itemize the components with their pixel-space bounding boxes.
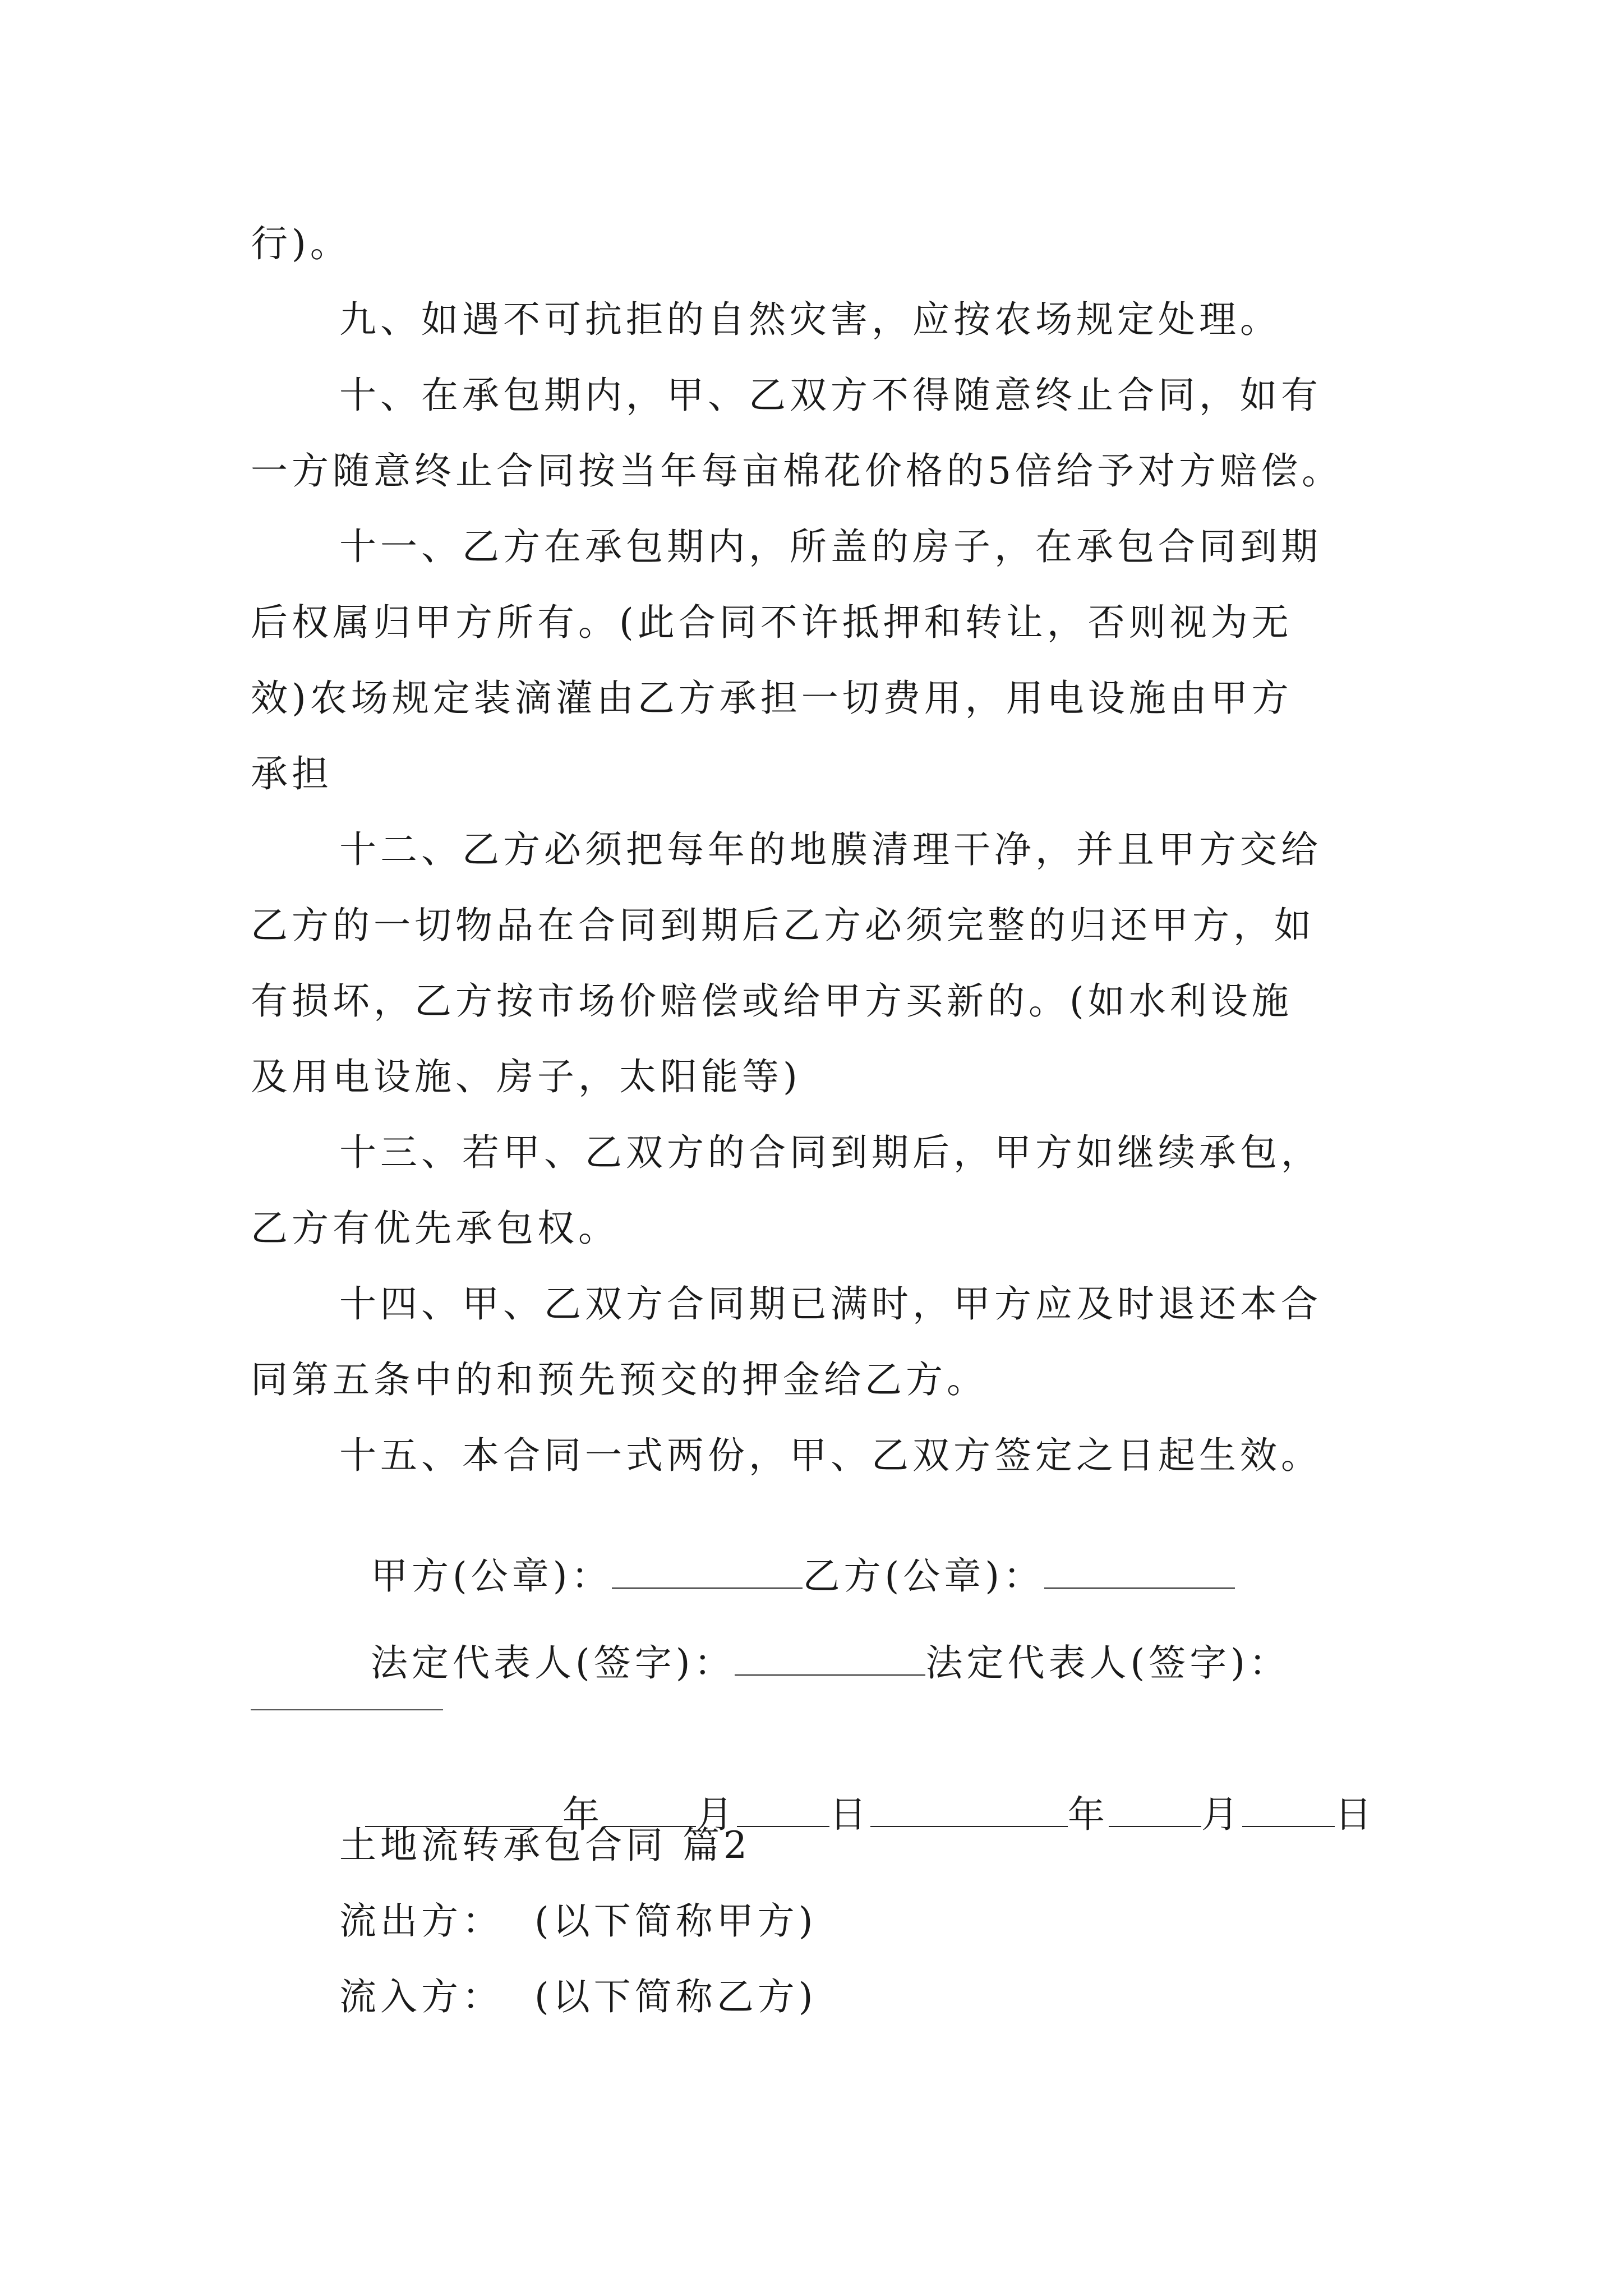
month-b-label: 月 bbox=[1201, 1793, 1242, 1836]
clause-11: 十一、乙方在承包期内，所盖的房子，在承包合同到期 bbox=[339, 525, 1322, 568]
year-a-label: 年 bbox=[562, 1793, 603, 1836]
outflow-party: 流出方： (以下简称甲方) bbox=[339, 1899, 817, 1943]
rep-a-blank bbox=[735, 1642, 925, 1676]
party-a-seal-blank bbox=[612, 1555, 803, 1589]
text-line: 后权属归甲方所有。(此合同不许抵押和转让，否则视为无 bbox=[251, 601, 1293, 644]
month-a-label: 月 bbox=[695, 1793, 737, 1836]
section-2-title: 土地流转承包合同 篇2 bbox=[339, 1824, 751, 1867]
text-line: 乙方的一切物品在合同到期后乙方必须完整的归还甲方，如 bbox=[251, 904, 1315, 947]
rep-a-label: 法定代表人(签字)： bbox=[370, 1641, 735, 1685]
clause-14: 十四、甲、乙双方合同期已满时，甲方应及时退还本合 bbox=[339, 1282, 1322, 1326]
day-b-blank bbox=[1242, 1793, 1335, 1827]
clause-13: 十三、若甲、乙双方的合同到期后，甲方如继续承包， bbox=[339, 1131, 1322, 1174]
text-line: 乙方有优先承包权。 bbox=[251, 1207, 619, 1250]
inflow-party: 流入方： (以下简称乙方) bbox=[339, 1975, 817, 2018]
rep-b-label: 法定代表人(签字)： bbox=[925, 1641, 1290, 1685]
party-a-seal-label: 甲方(公章)： bbox=[370, 1554, 612, 1598]
clause-10: 十、在承包期内，甲、乙双方不得随意终止合同，如有 bbox=[339, 374, 1322, 417]
day-a-label: 日 bbox=[829, 1793, 870, 1836]
party-b-seal-blank bbox=[1044, 1555, 1235, 1589]
text-line: 行)。 bbox=[251, 222, 351, 265]
rep-b-blank bbox=[251, 1709, 443, 1710]
day-b-label: 日 bbox=[1334, 1793, 1376, 1836]
year-a-blank bbox=[365, 1793, 562, 1827]
party-b-seal-label: 乙方(公章)： bbox=[803, 1554, 1044, 1598]
clause-15: 十五、本合同一式两份，甲、乙双方签定之日起生效。 bbox=[339, 1434, 1322, 1477]
seal-line bbox=[339, 1509, 1235, 1599]
year-b-label: 年 bbox=[1067, 1793, 1109, 1836]
text-line: 效)农场规定装滴灌由乙方承担一切费用，用电设施由甲方 bbox=[251, 677, 1293, 720]
month-b-blank bbox=[1109, 1793, 1201, 1827]
day-a-blank bbox=[737, 1793, 829, 1827]
text-line: 一方随意终止合同按当年每亩棉花价格的5倍给予对方赔偿。 bbox=[251, 449, 1343, 493]
clause-9: 九、如遇不可抗拒的自然灾害，应按农场规定处理。 bbox=[339, 298, 1281, 341]
text-line: 有损坏，乙方按市场价赔偿或给甲方买新的。(如水利设施 bbox=[251, 979, 1293, 1023]
month-a-blank bbox=[603, 1793, 696, 1827]
text-line: 同第五条中的和预先预交的押金给乙方。 bbox=[251, 1358, 988, 1401]
year-b-blank bbox=[870, 1793, 1068, 1827]
text-line: 承担 bbox=[251, 752, 333, 795]
representative-line bbox=[339, 1596, 1290, 1686]
text-line: 及用电设施、房子，太阳能等) bbox=[251, 1055, 801, 1098]
clause-12: 十二、乙方必须把每年的地膜清理干净，并且甲方交给 bbox=[339, 828, 1322, 871]
